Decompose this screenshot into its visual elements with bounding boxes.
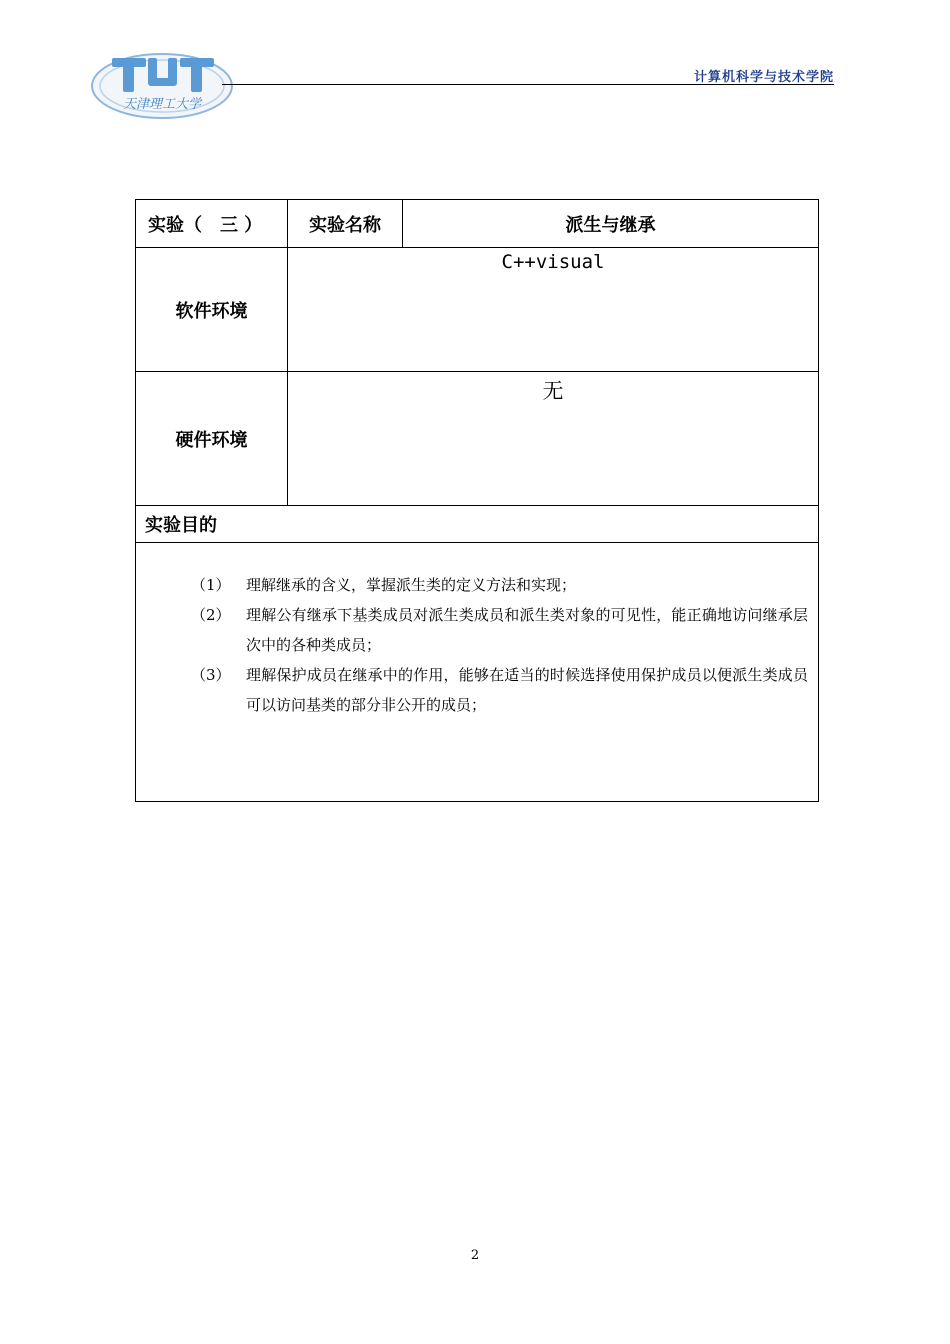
purpose-body bbox=[136, 543, 819, 802]
purpose-body-row bbox=[136, 543, 819, 802]
purpose-list bbox=[136, 543, 818, 720]
item-number: （3） bbox=[191, 666, 231, 684]
hardware-label: 硬件环境 bbox=[136, 372, 288, 506]
page-number: 2 bbox=[470, 1248, 480, 1263]
list-item bbox=[191, 660, 808, 720]
experiment-table bbox=[135, 199, 819, 802]
hardware-value: 无 bbox=[542, 379, 564, 403]
software-row bbox=[136, 248, 819, 372]
university-logo bbox=[90, 44, 236, 120]
software-label: 软件环境 bbox=[136, 248, 288, 372]
item-text: 理解保护成员在继承中的作用，能够在适当的时候选择使用保护成员以便派生类成员可以访问基类的部分非公开的成员； bbox=[246, 666, 808, 714]
software-cell bbox=[288, 248, 819, 372]
purpose-title-row bbox=[136, 506, 819, 543]
header-row bbox=[136, 200, 819, 248]
item-number: （1） bbox=[191, 576, 231, 594]
experiment-name: 派生与继承 bbox=[403, 200, 819, 248]
purpose-label: 实验目的 bbox=[136, 506, 819, 543]
logo-text: 天津理工大学 bbox=[122, 97, 202, 112]
item-text: 理解继承的含义，掌握派生类的定义方法和实现； bbox=[246, 576, 577, 594]
software-value: C++visual bbox=[501, 251, 605, 273]
item-number: （2） bbox=[191, 606, 231, 624]
list-item bbox=[191, 570, 808, 600]
list-item bbox=[191, 600, 808, 660]
experiment-name-label: 实验名称 bbox=[288, 200, 403, 248]
hardware-cell bbox=[288, 372, 819, 506]
experiment-number: 实验（ 三 ） bbox=[136, 200, 288, 248]
header-rule bbox=[222, 84, 834, 85]
college-name: 计算机科学与技术学院 bbox=[693, 70, 834, 85]
hardware-row bbox=[136, 372, 819, 506]
item-text: 理解公有继承下基类成员对派生类成员和派生类对象的可见性，能正确地访问继承层次中的各种类成员； bbox=[246, 606, 808, 654]
